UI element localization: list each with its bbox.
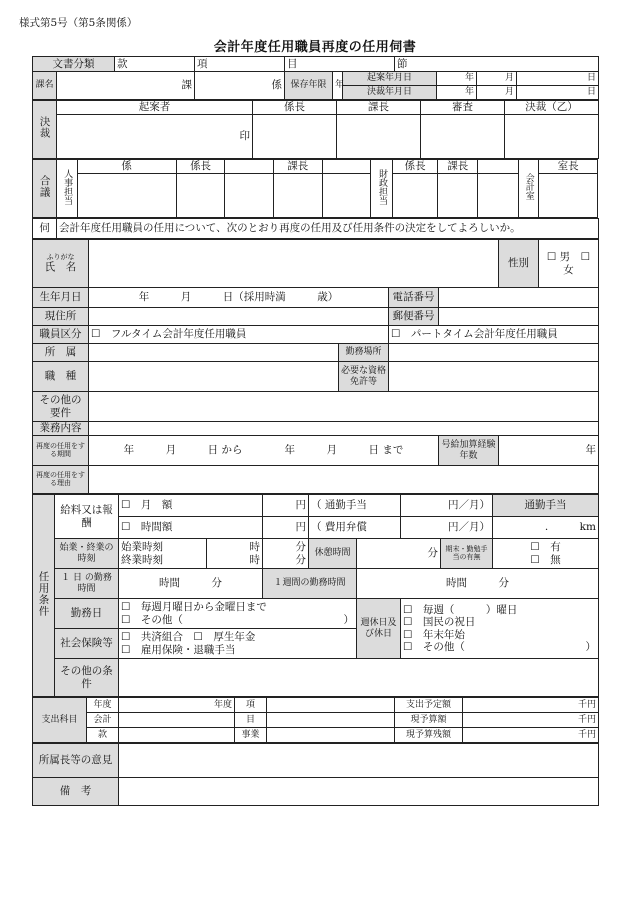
address-field[interactable] <box>89 308 389 326</box>
conditions-label: 任用条件 <box>33 495 55 697</box>
daily-field[interactable]: 時間 分 <box>119 569 263 599</box>
setsu-label: 節 <box>395 57 599 72</box>
kaikei-field[interactable] <box>119 713 235 728</box>
period-label: 再度の任用をする期間 <box>33 436 89 466</box>
jinji-label: 人事担当 <box>57 160 77 218</box>
phone-label: 電話番号 <box>389 288 439 308</box>
jigyo-label: 事業 <box>235 728 267 743</box>
shakai-options[interactable]: ☐ 共済組合 ☐ 厚生年金 ☐ 雇用保険・退職手当 <box>119 629 357 659</box>
jinji-seal-5[interactable] <box>322 174 371 218</box>
kyujitsu-options[interactable]: ☐ 毎週（ ）曜日 ☐ 国民の祝日 ☐ 年末年始 ☐ その他（ ） <box>401 599 599 659</box>
jinji-kakaricho-seal[interactable] <box>176 174 225 218</box>
kian-date-label: 起案年月日 <box>343 72 437 86</box>
zangaku-label: 現予算残額 <box>395 728 463 743</box>
jinji-kacho-seal[interactable] <box>273 174 322 218</box>
getsugaku-option[interactable]: ☐ 月 額 <box>119 495 263 517</box>
category-label: 職員区分 <box>33 326 89 344</box>
shokushu-field[interactable] <box>89 362 339 392</box>
shigyo-ji[interactable]: 時 時 <box>207 539 263 569</box>
bunsho-label: 文書分類 <box>33 57 115 72</box>
km-field[interactable]: . km <box>493 517 599 539</box>
shakai-label: 社会保険等 <box>55 629 119 659</box>
zaisei-blank <box>478 160 519 174</box>
genyosan-field[interactable]: 千円 <box>463 713 599 728</box>
tsukin-yen[interactable]: 円／月） <box>401 495 493 517</box>
kyugo-field[interactable]: 年 <box>499 436 599 466</box>
weekly-label: １週間の勤務時間 <box>263 569 357 599</box>
tsukin-teate-label: 通勤手当 <box>493 495 599 517</box>
budget-table <box>32 697 599 743</box>
hiyo-yen[interactable]: 円／月） <box>401 517 493 539</box>
shozoku-label: 所 属 <box>33 344 89 362</box>
kou-label: 項 <box>195 57 285 72</box>
weekly-field[interactable]: 時間 分 <box>357 569 599 599</box>
shigyo-fun[interactable]: 分 分 <box>263 539 309 569</box>
shigyo-label: 始業・終業の時刻 <box>55 539 119 569</box>
ka-field[interactable]: 課 <box>57 72 195 100</box>
shitsucho-label: 室長 <box>539 160 598 174</box>
conditions-table <box>32 494 599 697</box>
kan-label: 款 <box>115 57 195 72</box>
footer-table <box>32 743 599 806</box>
salary-label: 給料又は報酬 <box>55 495 119 539</box>
document-title: 会計年度任用職員再度の任用伺書 <box>213 40 417 55</box>
kacho-label: 課長 <box>337 101 421 115</box>
shinsa-seal[interactable] <box>421 115 505 159</box>
form-frame <box>32 56 598 806</box>
kiansha-label: 起案者 <box>57 101 253 115</box>
gyomu-label: 業務内容 <box>33 422 89 436</box>
parttime-option[interactable]: ☐ パートタイム会計年度任用職員 <box>389 326 599 344</box>
ukagai-label: 伺 <box>33 219 57 239</box>
kessai-date-label: 決裁年月日 <box>343 86 437 100</box>
kessai-otsu-seal[interactable] <box>505 115 599 159</box>
reason-field[interactable] <box>89 466 599 494</box>
birth-label: 生年月日 <box>33 288 89 308</box>
moku-label: 目 <box>285 57 395 72</box>
kou-label: 項 <box>235 698 267 713</box>
gender-label: 性別 <box>499 240 539 288</box>
jinji-kakari-label: 係 <box>77 160 176 174</box>
shitsucho-seal[interactable] <box>539 174 598 218</box>
address-label: 現住所 <box>33 308 89 326</box>
biko-field[interactable] <box>119 778 599 806</box>
other-cond-label: その他の条件 <box>55 659 119 697</box>
gyomu-field[interactable] <box>89 422 599 436</box>
yotei-label: 支出予定額 <box>395 698 463 713</box>
other-req-field[interactable] <box>89 392 599 422</box>
hiyo-label: （ 費用弁償 <box>309 517 401 539</box>
kaikei-label: 会計室 <box>518 160 538 218</box>
budget-label: 支出科目 <box>33 698 87 743</box>
shinsa-label: 審査 <box>421 101 505 115</box>
reason-label: 再度の任用をする理由 <box>33 466 89 494</box>
shigyo-times[interactable]: 始業時刻 終業時刻 <box>119 539 207 569</box>
kan-label: 款 <box>87 728 119 743</box>
gender-options[interactable]: ☐ 男 ☐ 女 <box>539 240 599 288</box>
hozon-label: 保存年限 <box>285 72 333 100</box>
shikaku-label: 必要な資格免許等 <box>339 362 389 392</box>
period-field[interactable]: 年 月 日 から 年 月 日 まで <box>89 436 439 466</box>
tsukin-label: （ 通勤手当 <box>309 495 401 517</box>
jinji-kacho-label: 課長 <box>273 160 322 174</box>
birth-field[interactable]: 年 月 日（採用時満 歳） <box>89 288 389 308</box>
jinji-kakaricho-label: 係長 <box>176 160 225 174</box>
name-label: ふりがな 氏 名 <box>33 240 89 288</box>
zaisei-kacho-label: 課長 <box>437 160 478 174</box>
other-req-label: その他の要件 <box>33 392 89 422</box>
shikaku-field[interactable] <box>389 362 599 392</box>
nendo-label: 年度 <box>87 698 119 713</box>
kan-field[interactable] <box>119 728 235 743</box>
fulltime-option[interactable]: ☐ フルタイム会計年度任用職員 <box>89 326 389 344</box>
kiansha-seal[interactable]: 印 <box>57 115 253 159</box>
inquiry-table <box>32 218 599 239</box>
kou-field[interactable] <box>267 698 395 713</box>
consultation-table <box>32 159 598 218</box>
shochou-label: 所属長等の意見 <box>33 744 119 778</box>
kian-month[interactable]: 月 <box>477 72 517 86</box>
form-number: 様式第5号（第5条関係） <box>19 17 138 29</box>
workday-options[interactable]: ☐ 毎週月曜日から金曜日まで ☐ その他（ ） <box>119 599 357 629</box>
gougi-label: 合議 <box>33 160 57 218</box>
kian-year[interactable]: 年 <box>437 72 477 86</box>
kamei-label: 課名 <box>33 72 57 100</box>
shokushu-label: 職 種 <box>33 362 89 392</box>
shochou-field[interactable] <box>119 744 599 778</box>
approval-table <box>32 100 599 159</box>
zaisei-label: 財政担当 <box>371 160 393 218</box>
inquiry-text: 会計年度任用職員の任用について、次のとおり再度の任用及び任用条件の決定をしてよろしいか。 <box>57 219 599 239</box>
yotei-field[interactable]: 千円 <box>463 698 599 713</box>
nendo-field[interactable]: 年度 <box>119 698 235 713</box>
jigyo-field[interactable] <box>267 728 395 743</box>
person-table <box>32 239 599 494</box>
other-cond-field[interactable] <box>119 659 599 697</box>
jikangaku-yen[interactable]: 円 <box>263 517 309 539</box>
moku-field[interactable] <box>267 713 395 728</box>
zaisei-seal-3[interactable] <box>478 174 519 218</box>
kyukei-fun[interactable]: 分 <box>357 539 441 569</box>
jinji-kakari-seal[interactable] <box>77 174 176 218</box>
postal-field[interactable] <box>439 308 599 326</box>
postal-label: 郵便番号 <box>389 308 439 326</box>
kakaricho-seal[interactable] <box>253 115 337 159</box>
kimatsu-options[interactable]: ☐ 有 ☐ 無 <box>493 539 599 569</box>
kyujitsu-label: 週休日及び休日 <box>357 599 401 659</box>
kaikei-label: 会計 <box>87 713 119 728</box>
zangaku-field[interactable]: 千円 <box>463 728 599 743</box>
kessai-year[interactable]: 年 <box>437 86 477 100</box>
kakaricho-label: 係長 <box>253 101 337 115</box>
hozon-nen[interactable]: 年 <box>333 72 343 100</box>
genyosan-label: 現予算額 <box>395 713 463 728</box>
jikangaku-option[interactable]: ☐ 時間額 <box>119 517 263 539</box>
kacho-seal[interactable] <box>337 115 421 159</box>
kian-day[interactable]: 日 <box>517 72 599 86</box>
moku-label: 目 <box>235 713 267 728</box>
jinji-blank2 <box>322 160 371 174</box>
getsugaku-yen[interactable]: 円 <box>263 495 309 517</box>
kimatsu-label: 期末・勤勉手当の有無 <box>441 539 493 569</box>
name-field[interactable] <box>89 240 499 288</box>
shozoku-field[interactable] <box>89 344 339 362</box>
jinji-blank <box>225 160 274 174</box>
kessai-otsu-label: 決裁（乙） <box>505 101 599 115</box>
workday-label: 勤務日 <box>55 599 119 629</box>
zaisei-kacho-seal[interactable] <box>437 174 478 218</box>
kyukei-label: 休憩時間 <box>309 539 357 569</box>
kyugo-label: 号給加算経験年数 <box>439 436 499 466</box>
kessai-label: 決裁 <box>33 101 57 159</box>
kessai-day[interactable]: 日 <box>517 86 599 100</box>
daily-label: １ 日 の勤務時間 <box>55 569 119 599</box>
kinmu-basho-field[interactable] <box>389 344 599 362</box>
kessai-month[interactable]: 月 <box>477 86 517 100</box>
kinmu-basho-label: 勤務場所 <box>339 344 389 362</box>
zaisei-kakaricho-label: 係長 <box>393 160 438 174</box>
classification-table <box>32 56 599 100</box>
kakari-field[interactable]: 係 <box>195 72 285 100</box>
biko-label: 備 考 <box>33 778 119 806</box>
phone-field[interactable] <box>439 288 599 308</box>
zaisei-kakaricho-seal[interactable] <box>393 174 438 218</box>
jinji-seal-3[interactable] <box>225 174 274 218</box>
